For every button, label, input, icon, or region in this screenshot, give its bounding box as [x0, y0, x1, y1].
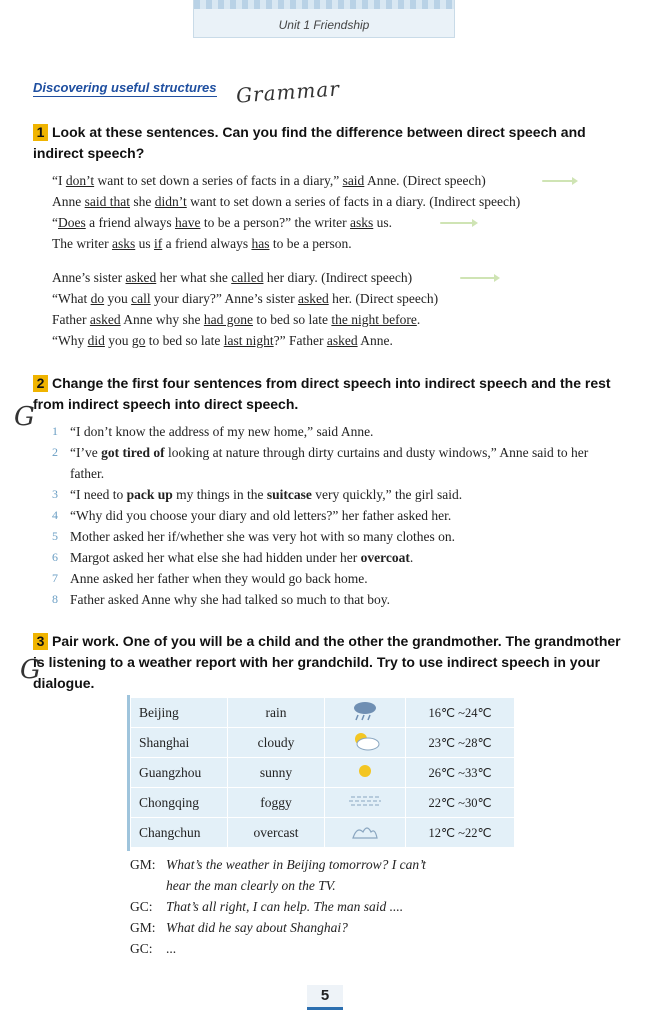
header-decoration: [194, 0, 454, 9]
speaker: GM:: [130, 920, 156, 935]
task-2-instruction: [33, 373, 623, 415]
city-cell: Guangzhou: [131, 758, 228, 788]
temp-cell: 26℃ ~33℃: [406, 758, 515, 788]
item-number: 2: [52, 445, 58, 459]
item-text: Margot asked her what else she had hidden under her overcoat.: [70, 550, 414, 565]
unit-header: [193, 0, 455, 38]
handwritten-mark: G: [20, 655, 41, 685]
item-text: “I’ve got tired of looking at nature through dirty curtains and dusty windows,” Anne said to her father.: [70, 445, 589, 481]
city-cell: Shanghai: [131, 728, 228, 758]
task-1-line-1: “I don’t want to set down a series of facts in a diary,” said Anne. (Direct speech): [52, 173, 486, 188]
task-1-line-8: “Why did you go to bed so late last night?” Father asked Anne.: [52, 333, 393, 348]
task-1-number: 1: [33, 124, 48, 141]
condition-cell: sunny: [228, 758, 325, 788]
temp-cell: 12℃ ~22℃: [406, 818, 515, 848]
temp-cell: 16℃ ~24℃: [406, 698, 515, 728]
temp-cell: 22℃ ~30℃: [406, 788, 515, 818]
condition-cell: cloudy: [228, 728, 325, 758]
item-text: “Why did you choose your diary and old letters?” her father asked her.: [70, 508, 452, 523]
task-3-number: 3: [33, 633, 48, 650]
item-number: 7: [52, 571, 58, 585]
speaker: GC:: [130, 899, 153, 914]
item-number: 4: [52, 508, 58, 522]
unit-title: Unit 1 Friendship: [278, 18, 370, 32]
page-number: 5: [307, 985, 343, 1010]
dialogue-text: hear the man clearly on the TV.: [166, 878, 336, 893]
weather-table: [130, 697, 515, 848]
item-number: 5: [52, 529, 58, 543]
task-2-number: 2: [33, 375, 48, 392]
dialogue-line: [130, 920, 348, 936]
speaker: GM:: [130, 857, 156, 872]
task-1-line-6: “What do you call your diary?” Anne’s sister asked her. (Direct speech): [52, 291, 439, 306]
icon-cell: [325, 698, 406, 728]
dialogue-line: [130, 857, 426, 873]
arrow-icon: [542, 180, 576, 182]
task-1-line-3: “Does a friend always have to be a person?” the writer asks us.: [52, 215, 393, 230]
overcast-icon: [349, 820, 381, 842]
arrow-icon: [460, 277, 498, 279]
dialogue-line: [130, 899, 403, 915]
item-text: “I need to pack up my things in the suitcase very quickly,” the girl said.: [70, 487, 463, 502]
task-1-line-2: Anne said that she didn’t want to set down a series of facts in a diary. (Indirect speech): [52, 194, 521, 209]
table-row: [131, 818, 515, 848]
task-2-text: Change the first four sentences from direct speech into indirect speech and the rest from indirect speech into direct speech.: [33, 375, 611, 412]
item-text: “I don’t know the address of my new home,” said Anne.: [70, 424, 374, 439]
dialogue-text: That’s all right, I can help. The man said ....: [166, 899, 404, 914]
arrow-icon: [440, 222, 476, 224]
task-1-text: Look at these sentences. Can you find the difference between direct speech and indirect speech?: [33, 124, 586, 161]
table-row: [131, 728, 515, 758]
item-text: Anne asked her father when they would go back home.: [70, 571, 368, 586]
handwritten-note: Grammar: [235, 76, 341, 108]
speaker: GC:: [130, 941, 153, 956]
dialogue-text: What did he say about Shanghai?: [166, 920, 348, 935]
item-text: Mother asked her if/whether she was very hot with so many clothes on.: [70, 529, 456, 544]
dialogue-text: ...: [166, 941, 177, 956]
condition-cell: overcast: [228, 818, 325, 848]
city-cell: Beijing: [131, 698, 228, 728]
table-row: [131, 788, 515, 818]
rain-cloud-icon: [350, 700, 380, 722]
temp-cell: 23℃ ~28℃: [406, 728, 515, 758]
fog-icon: [347, 791, 383, 811]
condition-cell: rain: [228, 698, 325, 728]
icon-cell: [325, 728, 406, 758]
task-3-instruction: [33, 631, 623, 694]
icon-cell: [325, 788, 406, 818]
table-row: [131, 698, 515, 728]
task-1-line-4: The writer asks us if a friend always has to be a person.: [52, 236, 352, 251]
handwritten-mark: G: [14, 402, 35, 432]
item-number: 3: [52, 487, 58, 501]
dialogue-text: What’s the weather in Beijing tomorrow? I can’t: [166, 857, 426, 872]
dialogue-line: [130, 878, 336, 894]
task-3-text: Pair work. One of you will be a child and the other the grandmother. The grandmother is listening to a weather report with her grandchild. Try to use indirect speech in your dialogue.: [33, 633, 621, 691]
item-number: 1: [52, 424, 58, 438]
item-number: 6: [52, 550, 58, 564]
city-cell: Changchun: [131, 818, 228, 848]
section-title: Discovering useful structures: [33, 80, 217, 95]
table-row: [131, 758, 515, 788]
item-number: 8: [52, 592, 58, 606]
dialogue-line: [130, 941, 176, 957]
task-1-line-5: Anne’s sister asked her what she called her diary. (Indirect speech): [52, 270, 413, 285]
icon-cell: [325, 758, 406, 788]
task-1-instruction: [33, 122, 623, 164]
city-cell: Chongqing: [131, 788, 228, 818]
condition-cell: foggy: [228, 788, 325, 818]
task-1-line-7: Father asked Anne why she had gone to bed so late the night before.: [52, 312, 421, 327]
sun-icon: [354, 760, 376, 782]
item-text: Father asked Anne why she had talked so much to that boy.: [70, 592, 391, 607]
sun-cloud-icon: [349, 730, 381, 752]
icon-cell: [325, 818, 406, 848]
